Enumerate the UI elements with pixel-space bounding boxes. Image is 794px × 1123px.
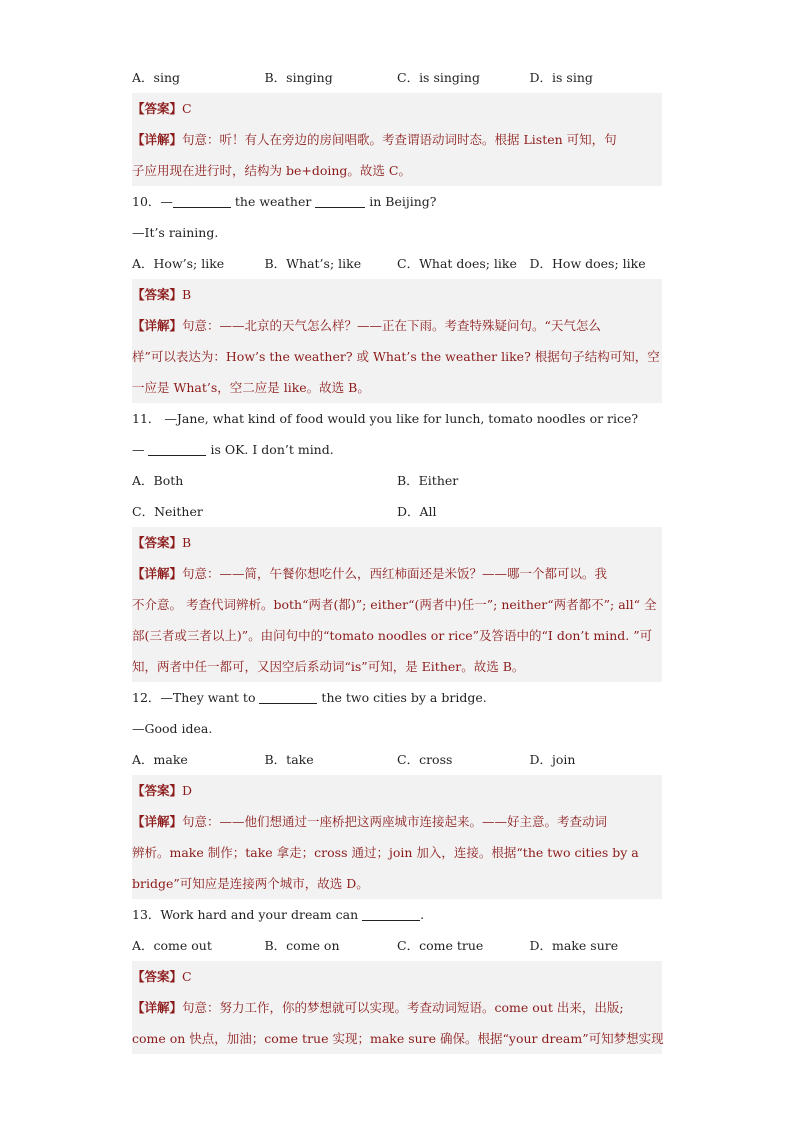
answer-tag: 【答案】	[132, 969, 183, 984]
q9-option-b[interactable]: B．singing	[264, 70, 333, 85]
q12-options	[132, 744, 662, 775]
q13-detail-line-2: come on 快点，加油；come true 实现；make sure 确保。根据“your dream”可知梦想实现	[132, 1031, 664, 1046]
q10-answer-block	[132, 279, 662, 403]
q13-option-c[interactable]: C．come true	[397, 938, 484, 953]
q13-options	[132, 930, 662, 961]
q13-stem	[132, 899, 662, 930]
q10-option-b[interactable]: B．What’s; like	[264, 256, 362, 271]
detail-tag: 【详解】	[132, 1000, 183, 1015]
answer-blank[interactable]	[259, 689, 317, 704]
q10-stem	[132, 186, 662, 217]
detail-text: 句意：听！有人在旁边的房间唱歌。考查谓语动词时态。根据 Listen 可知，句	[182, 132, 617, 147]
answer-tag: 【答案】	[132, 783, 183, 798]
q11-detail-line-1	[132, 558, 662, 589]
q12-answer-block	[132, 775, 662, 899]
stem-text: .	[420, 907, 425, 922]
stem-text: the weather	[230, 194, 316, 209]
q11-options-row-1	[132, 465, 662, 496]
q11-detail-line-3: 部(三者或三者以上)”。由问句中的“tomato noodles or rice”及答语中的“I don’t mind. ”可	[132, 628, 653, 643]
answer-blank[interactable]	[315, 193, 365, 208]
q9-options	[132, 62, 662, 93]
stem-text: 10．—	[132, 194, 173, 209]
answer-value: C	[182, 969, 192, 984]
detail-text: 句意：——他们想通过一座桥把这两座城市连接起来。——好主意。考查动词	[182, 814, 608, 829]
stem-text: in Beijing?	[365, 194, 437, 209]
detail-tag: 【详解】	[132, 814, 183, 829]
stem-text: 13．Work hard and your dream can	[132, 907, 363, 922]
answer-blank[interactable]	[362, 906, 420, 921]
q9-option-c[interactable]: C．is singing	[397, 70, 480, 85]
q10-reply: —It’s raining.	[132, 225, 219, 240]
q12-option-d[interactable]: D．join	[529, 752, 576, 767]
q12-detail-line-3: bridge”可知应是连接两个城市，故选 D。	[132, 876, 369, 891]
q12-option-c[interactable]: C．cross	[397, 752, 453, 767]
q10-options	[132, 248, 662, 279]
answer-value: C	[182, 101, 192, 116]
q11-answer	[132, 527, 662, 558]
answer-tag: 【答案】	[132, 287, 183, 302]
answer-value: B	[182, 535, 192, 550]
q12-reply: —Good idea.	[132, 721, 213, 736]
answer-blank[interactable]	[173, 193, 231, 208]
q9-option-a[interactable]: A．sing	[132, 70, 180, 85]
q11-detail-line-2: 不介意。 考查代词辨析。both“两者(都)”; either“(两者中)任一”; neither“两者都不”; all“ 全	[132, 597, 657, 612]
q11-stem: 11． —Jane, what kind of food would you like for lunch, tomato noodles or rice?	[132, 411, 639, 426]
stem-text: is OK. I don’t mind.	[206, 442, 334, 457]
q12-option-a[interactable]: A．make	[132, 752, 188, 767]
q10-detail-line-1	[132, 310, 662, 341]
q10-option-d[interactable]: D．How does; like	[529, 256, 646, 271]
answer-tag: 【答案】	[132, 535, 183, 550]
q13-option-a[interactable]: A．come out	[132, 938, 212, 953]
q9-answer	[132, 93, 662, 124]
q11-option-d[interactable]: D．All	[397, 504, 437, 519]
q11-option-c[interactable]: C．Neither	[132, 504, 203, 519]
q10-option-a[interactable]: A．How’s; like	[132, 256, 225, 271]
q12-option-b[interactable]: B．take	[264, 752, 314, 767]
q9-option-d[interactable]: D．is sing	[529, 70, 593, 85]
q10-detail-line-2: 样”可以表达为：How’s the weather? 或 What’s the weather like? 根据句子结构可知，空	[132, 349, 660, 364]
q13-detail-line-1	[132, 992, 662, 1023]
q13-answer-block	[132, 961, 662, 1054]
q9-answer-block	[132, 93, 662, 186]
q13-option-b[interactable]: B．come on	[264, 938, 340, 953]
q11-reply	[132, 434, 662, 465]
q11-option-b[interactable]: B．Either	[397, 473, 459, 488]
q11-answer-block	[132, 527, 662, 682]
stem-text: the two cities by a bridge.	[317, 690, 487, 705]
stem-text: 12．—They want to	[132, 690, 260, 705]
answer-value: D	[182, 783, 193, 798]
detail-text: 句意：——简，午餐你想吃什么，西红柿面还是米饭？——哪一个都可以。我	[182, 566, 608, 581]
detail-text: 句意：——北京的天气怎么样？——正在下雨。考查特殊疑问句。“天气怎么	[182, 318, 601, 333]
q12-detail-line-2: 辨析。make 制作；take 拿走；cross 通过；join 加入，连接。根据“the two cities by a	[132, 845, 639, 860]
q10-answer	[132, 279, 662, 310]
q9-detail-line-2: 子应用现在进行时，结构为 be+doing。故选 C。	[132, 163, 411, 178]
stem-text: —	[132, 442, 149, 457]
q11-option-a[interactable]: A．Both	[132, 473, 184, 488]
q12-answer	[132, 775, 662, 806]
q12-detail-line-1	[132, 806, 662, 837]
answer-blank[interactable]	[148, 441, 206, 456]
q9-detail-line-1	[132, 124, 662, 155]
q13-answer	[132, 961, 662, 992]
q12-stem	[132, 682, 662, 713]
q11-options-row-2	[132, 496, 662, 527]
detail-tag: 【详解】	[132, 566, 183, 581]
q11-detail-line-4: 知，两者中任一都可，又因空后系动词“is”可知，是 Either。故选 B。	[132, 659, 525, 674]
q13-option-d[interactable]: D．make sure	[529, 938, 619, 953]
detail-tag: 【详解】	[132, 318, 183, 333]
exam-page	[132, 62, 662, 1054]
detail-text: 句意：努力工作，你的梦想就可以实现。考查动词短语。come out 出来，出版;	[182, 1000, 624, 1015]
answer-value: B	[182, 287, 192, 302]
q10-detail-line-3: 一应是 What’s，空二应是 like。故选 B。	[132, 380, 370, 395]
detail-tag: 【详解】	[132, 132, 183, 147]
answer-tag: 【答案】	[132, 101, 183, 116]
q10-option-c[interactable]: C．What does; like	[397, 256, 517, 271]
